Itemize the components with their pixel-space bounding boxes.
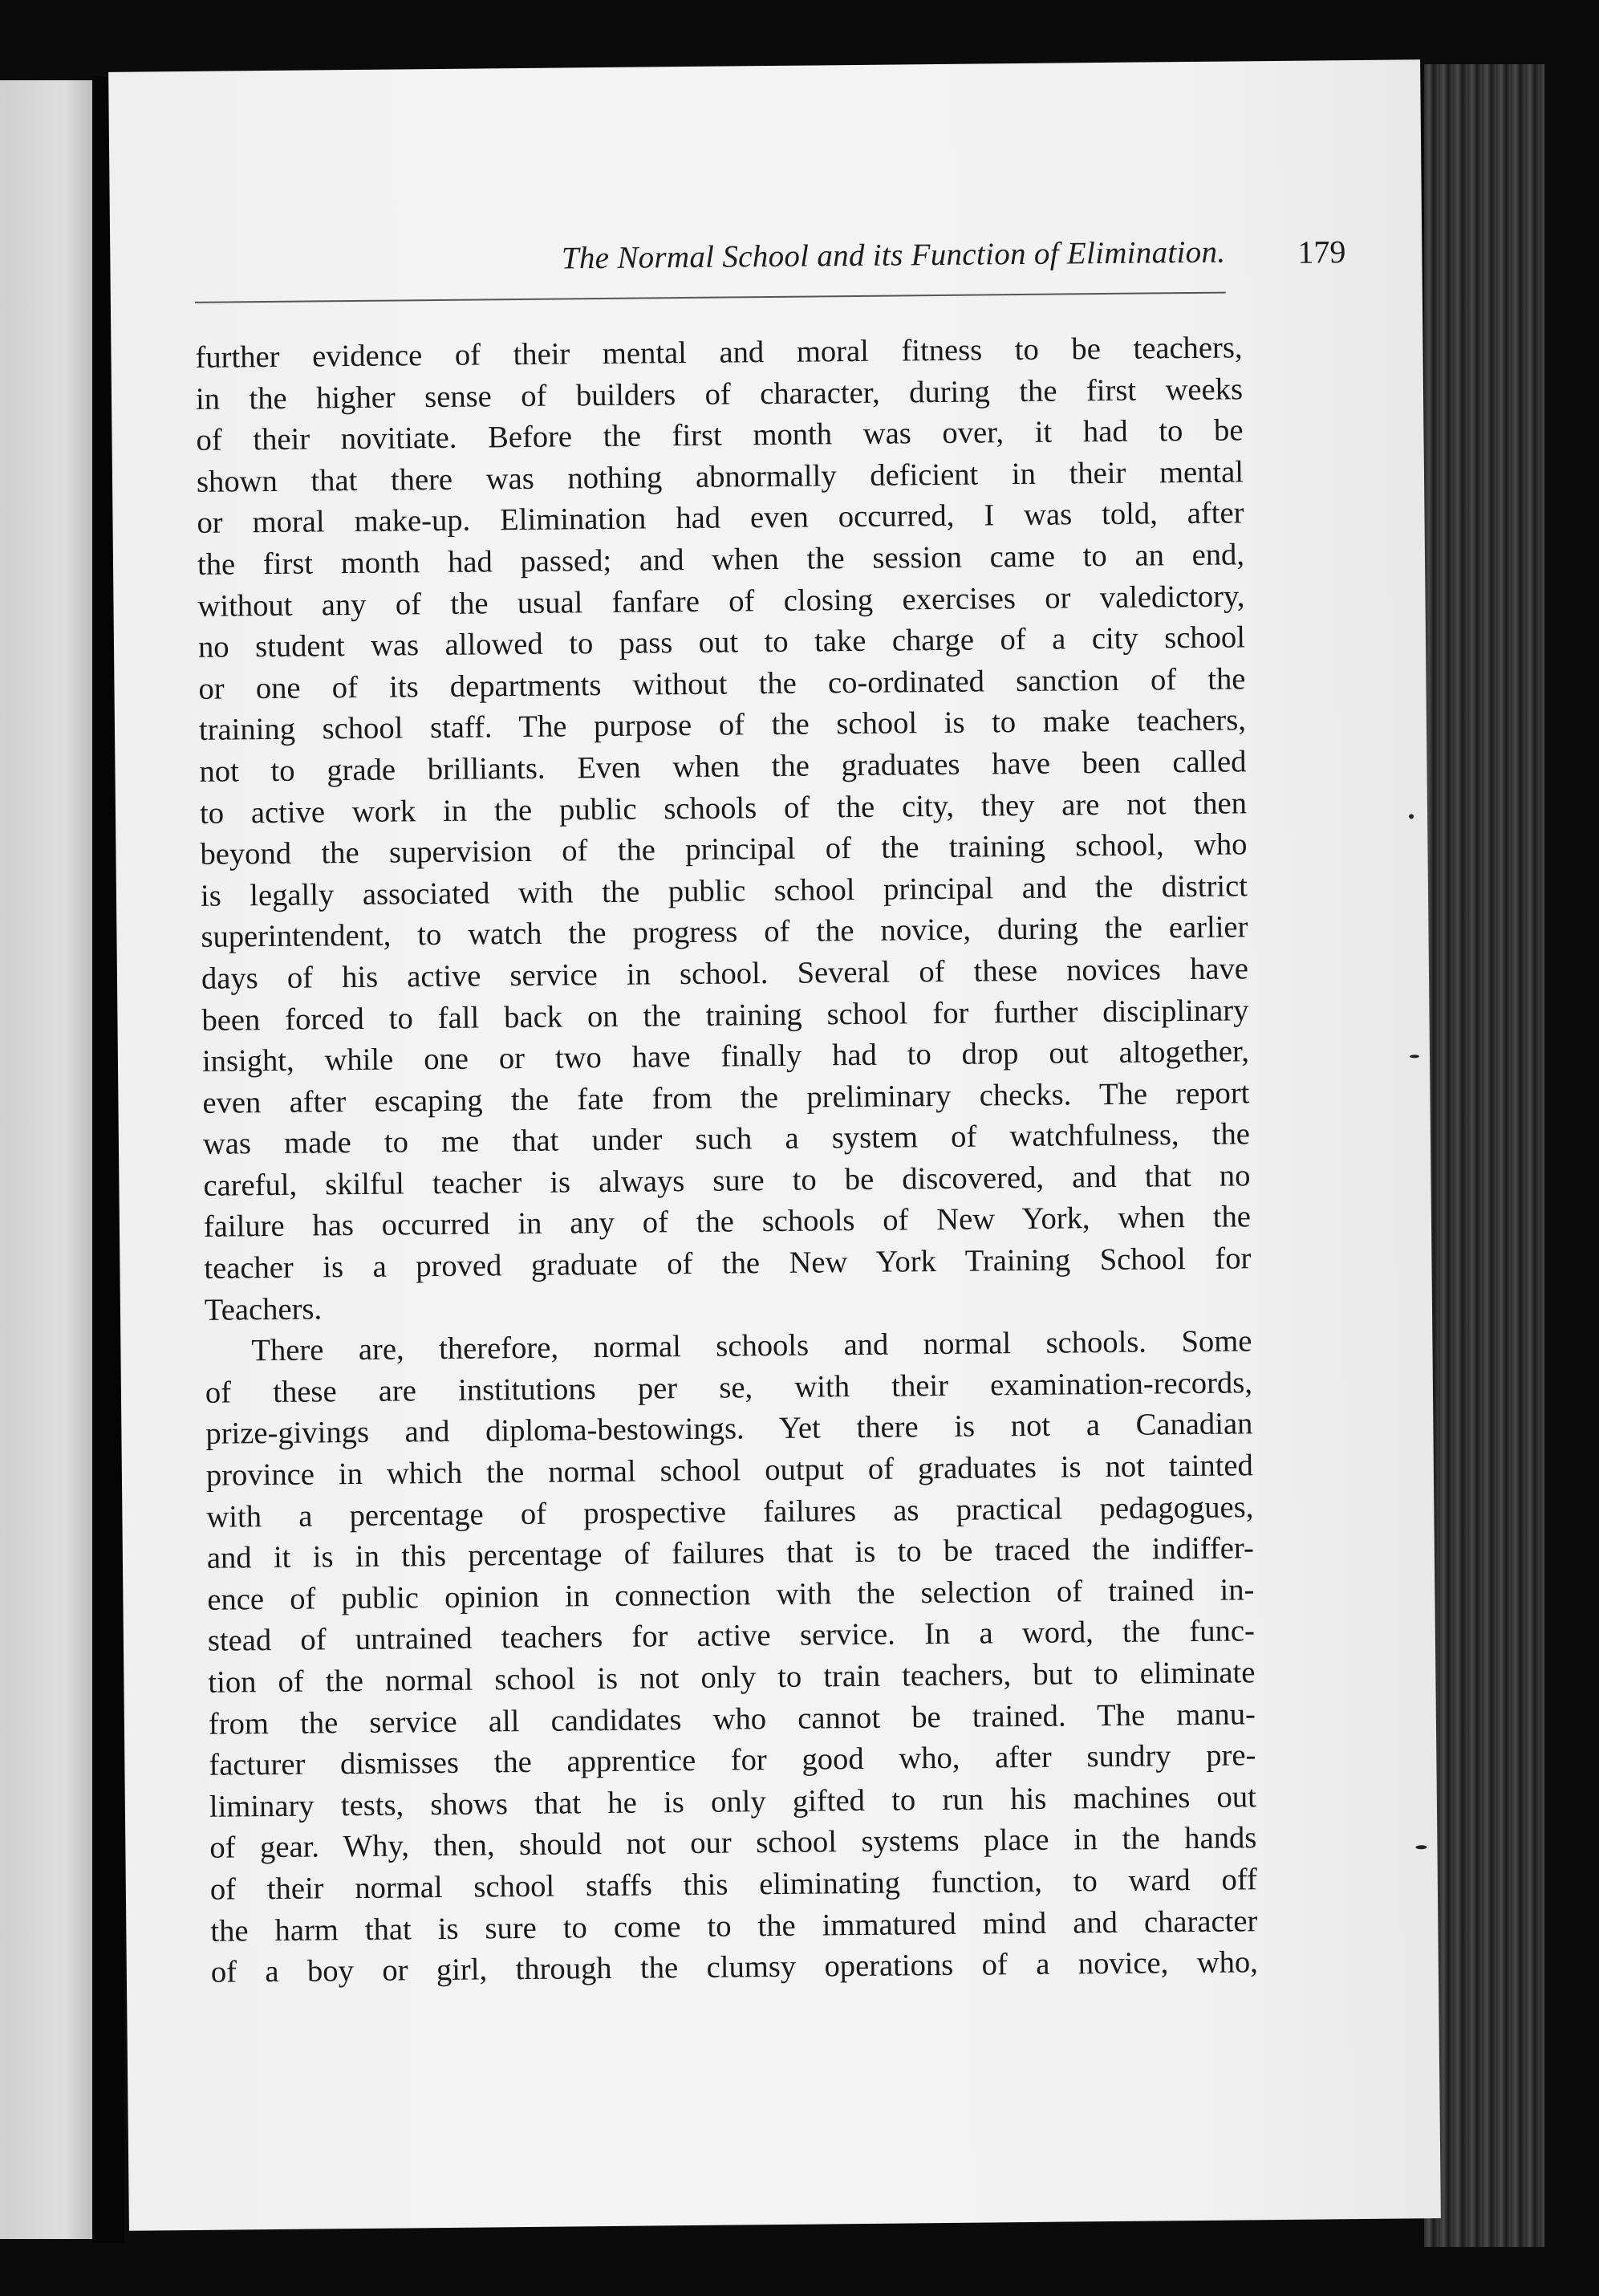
text-line: of their novitiate. Before the first month was over, it had to be <box>196 413 1244 458</box>
scan-speck <box>1415 1845 1427 1849</box>
body-text <box>195 327 1258 1993</box>
text-line: tion of the normal school is not only to train teachers, but to eliminate <box>208 1656 1256 1700</box>
page-stack-edge <box>1424 64 1544 2247</box>
text-line: of gear. Why, then, should not our school systems place in the hands <box>209 1821 1257 1866</box>
text-line: stead of untrained teachers for active service. In a word, the func- <box>207 1614 1256 1659</box>
text-line: been forced to fall back on the training school for further disciplinary <box>201 993 1249 1038</box>
book-page <box>108 59 1441 2231</box>
text-line: was made to me that under such a system of watchfulness, the <box>202 1117 1251 1162</box>
text-line: without any of the usual fanfare of closing exercises or valedictory, <box>197 579 1245 624</box>
text-line: of a boy or girl, through the clumsy operations of a novice, who, <box>210 1945 1259 1989</box>
scan-speck <box>1410 1055 1419 1058</box>
header-rule <box>195 292 1226 303</box>
text-line: insight, while one or two have finally had to drop out altogether, <box>201 1034 1250 1079</box>
text-line: days of his active service in school. Several of these novices have <box>201 952 1249 996</box>
text-line: teacher is a proved graduate of the New York Training School for <box>204 1241 1252 1286</box>
text-line: liminary tests, shows that he is only gifted to run his machines out <box>209 1780 1257 1824</box>
text-line: even after escaping the fate from the preliminary checks. The report <box>202 1076 1250 1120</box>
text-line: no student was allowed to pass out to take charge of a city school <box>197 620 1246 665</box>
text-line: failure has occurred in any of the schools of New York, when the <box>203 1200 1252 1245</box>
text-line: beyond the supervision of the principal of the training school, who <box>200 827 1248 872</box>
text-line: the harm that is sure to come to the immatured mind and character <box>210 1904 1258 1949</box>
text-line: of these are institutions per se, with their examination-records, <box>205 1366 1253 1410</box>
facing-page-edge <box>0 80 92 2239</box>
text-line: from the service all candidates who cannot be trained. The manu- <box>208 1697 1256 1741</box>
text-line: superintendent, to watch the progress of the novice, during the earlier <box>201 910 1248 955</box>
text-line: ence of public opinion in connection with the selection of trained in- <box>207 1573 1255 1617</box>
text-line: or one of its departments without the co-ordinated sanction of the <box>198 662 1246 706</box>
text-line: with a percentage of prospective failures as practical pedagogues, <box>206 1489 1254 1534</box>
text-line: shown that there was nothing abnormally deficient in their mental <box>196 455 1244 499</box>
text-line: not to grade brilliants. Even when the graduates have been called <box>199 745 1247 789</box>
scan-speck <box>1409 814 1414 819</box>
text-line: or moral make-up. Elimination had even occurred, I was told, after <box>197 496 1244 541</box>
text-line: further evidence of their mental and moral fitness to be teachers, <box>195 331 1243 375</box>
text-line: of their normal school staffs this eliminating function, to ward off <box>209 1863 1258 1907</box>
text-line: prize-givings and diploma-bestowings. Yet there is not a Canadian <box>205 1407 1253 1452</box>
text-line: province in which the normal school output of graduates is not tainted <box>205 1449 1254 1493</box>
text-line: to active work in the public schools of the city, they are not then <box>199 786 1248 831</box>
text-line: Teachers. <box>204 1292 323 1327</box>
text-line: There are, therefore, normal schools and normal schools. Some <box>251 1324 1252 1368</box>
text-line: the first month had passed; and when the session came to an end, <box>197 538 1245 582</box>
text-line: in the higher sense of builders of character, during the first weeks <box>195 372 1244 417</box>
page-number: 179 <box>1297 234 1346 270</box>
running-title: The Normal School and its Function of Elimination. <box>561 234 1226 276</box>
text-line: is legally associated with the public school principal and the district <box>200 869 1248 913</box>
text-line: careful, skilful teacher is always sure to be discovered, and that no <box>203 1159 1251 1203</box>
text-line: facturer dismisses the apprentice for good who, after sundry pre- <box>209 1738 1256 1782</box>
text-line: and it is in this percentage of failures that is to be traced the indiffer- <box>206 1531 1255 1576</box>
text-line: training school staff. The purpose of the school is to make teachers, <box>198 703 1247 748</box>
